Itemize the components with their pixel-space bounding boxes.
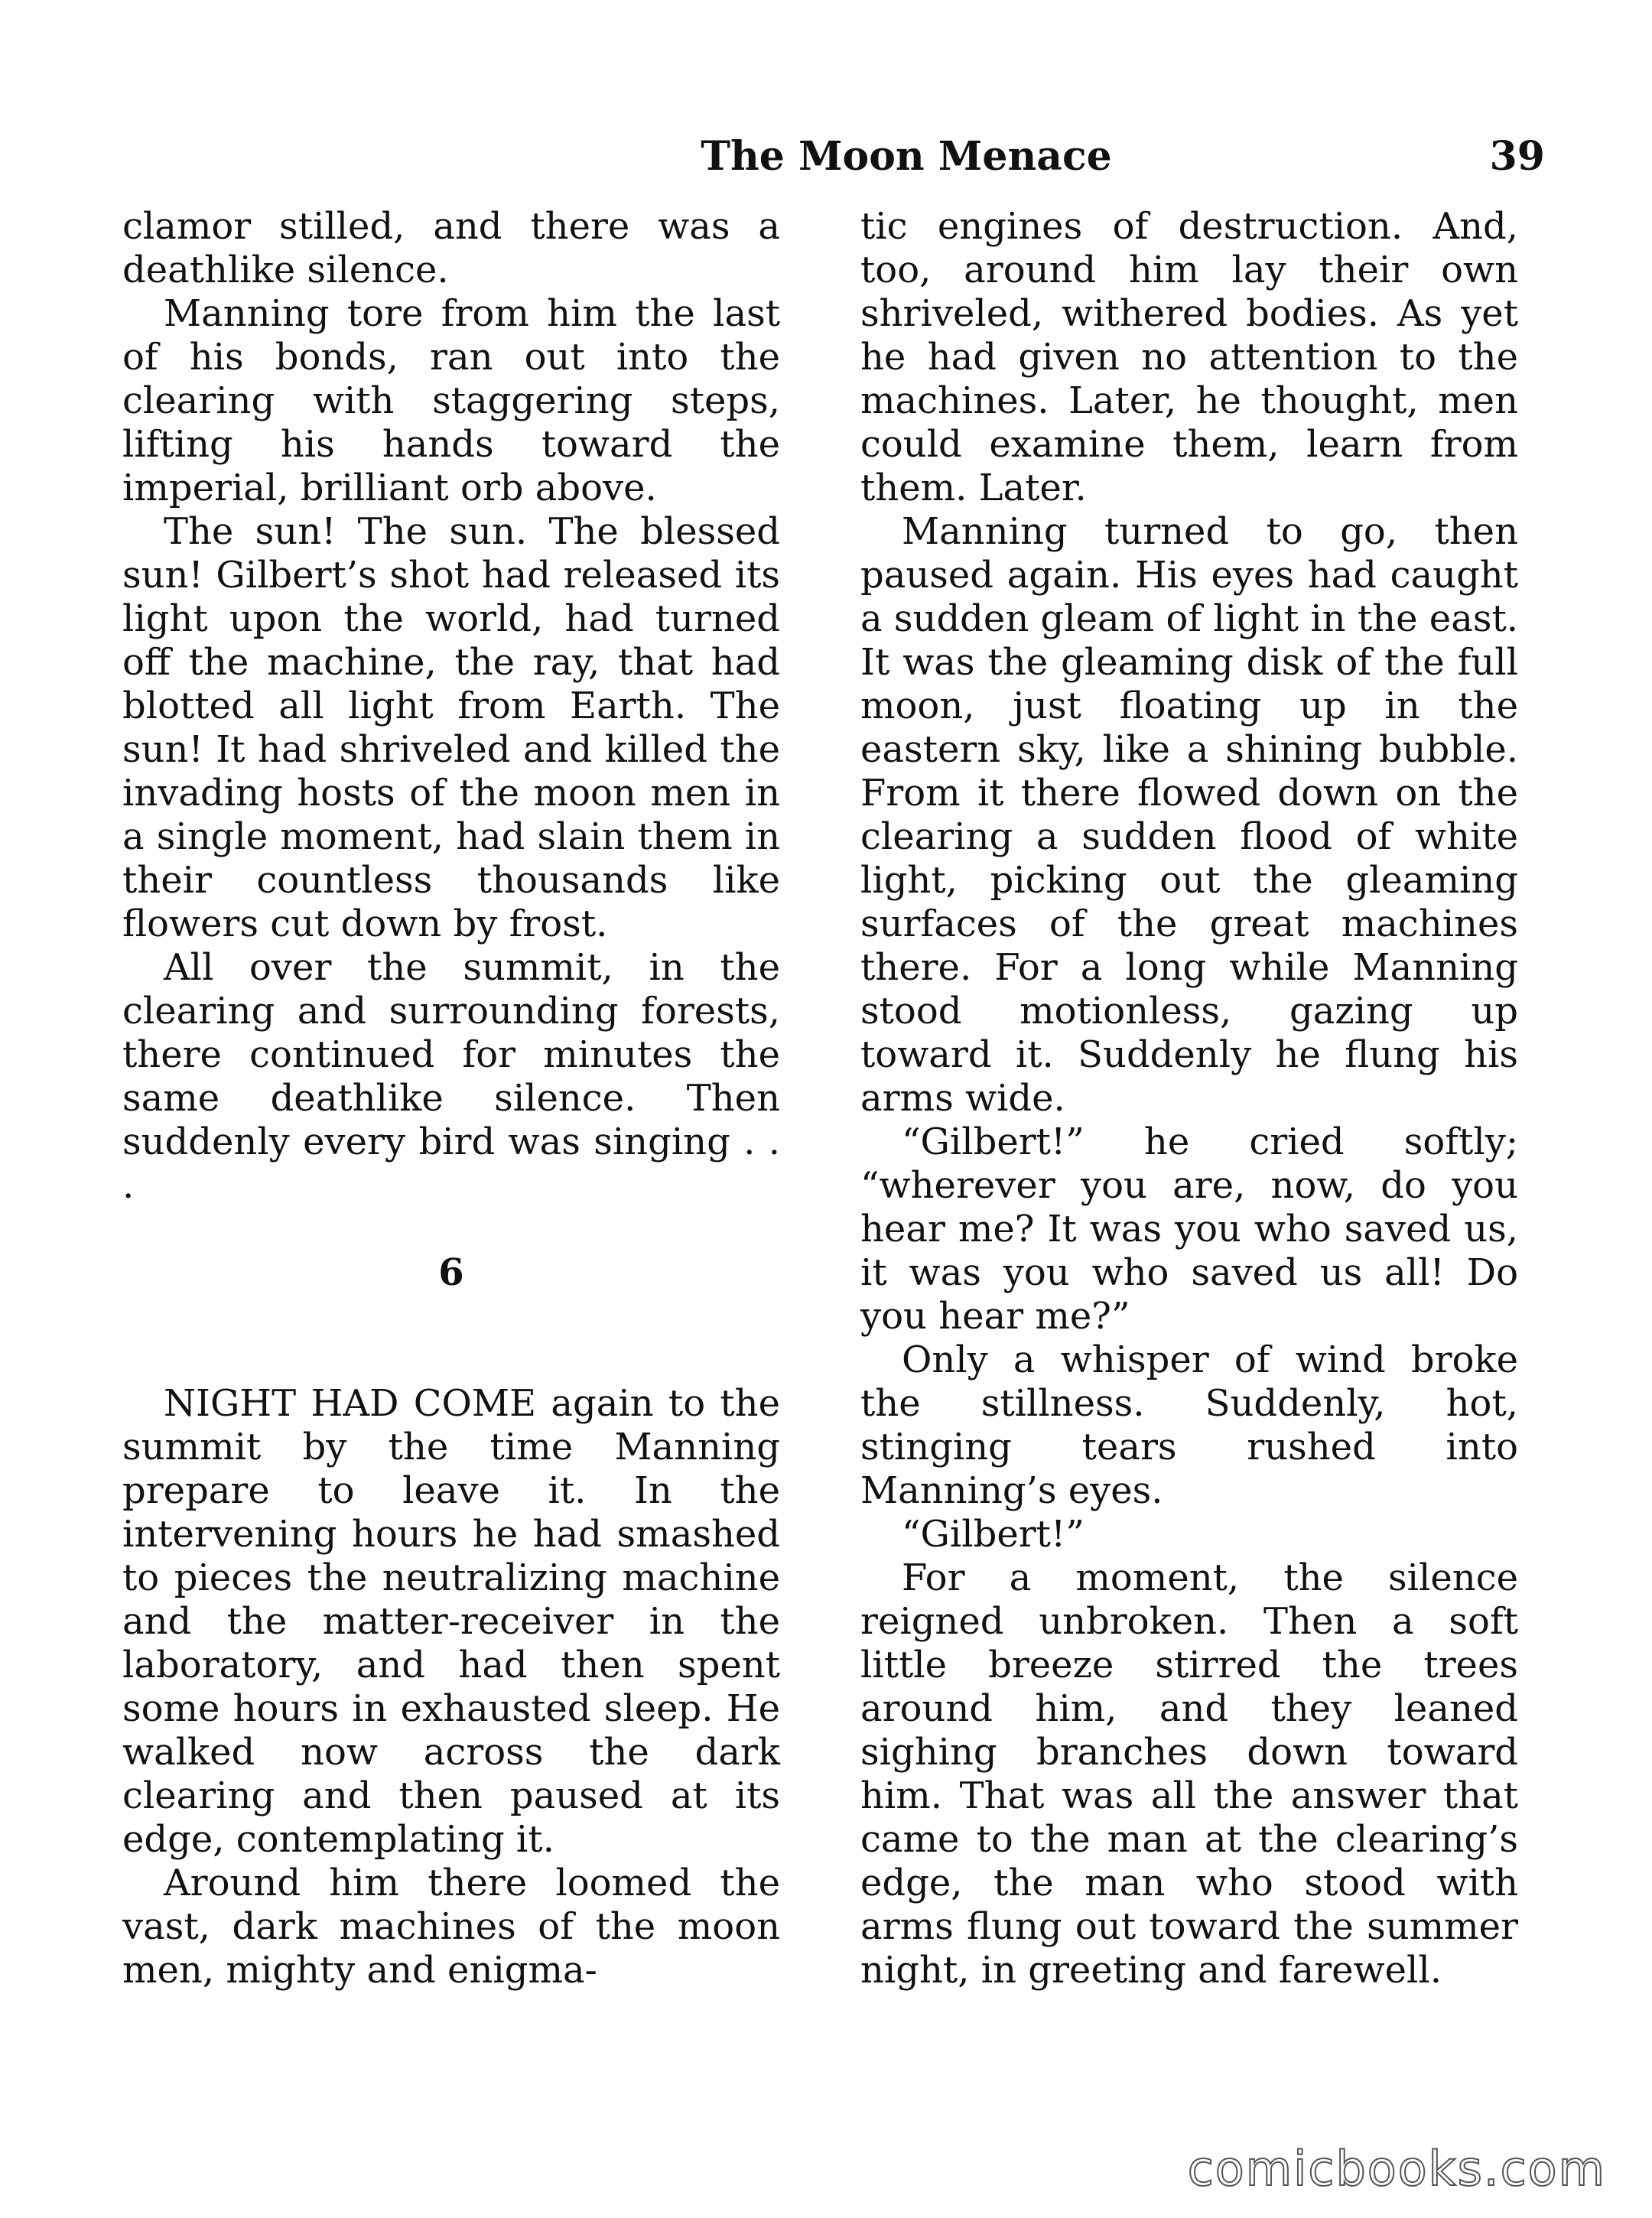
paragraph: Manning tore from him the last of his bonds, ran out into the clearing with staggering steps, lifting his hands toward the imperial, brilliant orb above. <box>122 292 780 509</box>
paragraph: “Gilbert!” he cried softly; “wherever you are, now, do you hear me? It was you who saved us, it was you who saved us all! Do you hear me?” <box>860 1120 1518 1338</box>
paragraph: “Gilbert!” <box>902 1513 1085 1556</box>
paragraph: tic engines of destruction. And, too, around him lay their own shriveled, withered bodies. As yet he had given no attention to the machines. Later, he thought, men could examine them, learn from them. Later. <box>860 205 1518 509</box>
right-column <box>860 205 1518 1992</box>
paragraph: For a moment, the silence reigned unbroken. Then a soft little breeze stirred the trees around him, and they leaned sighing branches down toward him. That was all the answer that came to the man at the clearing’s edge, the man who stood with arms flung out toward the summer night, in greeting and farewell. <box>860 1556 1518 1992</box>
page-number: 39 <box>1489 133 1545 180</box>
watermark: comicbooks.com <box>1187 2141 1606 2197</box>
paragraph: clamor stilled, and there was a deathlike silence. <box>122 205 780 291</box>
section-number: 6 <box>438 1251 464 1294</box>
paragraph: The sun! The sun. The blessed sun! Gilbert’s shot had released its light upon the world, had turned off the machine, the ray, that had blotted all light from Earth. The sun! It had shriveled and killed the invading hosts of the moon men in a single moment, had slain them in their countless thousands like flowers cut down by frost. <box>122 510 780 945</box>
left-column <box>122 205 780 1992</box>
paragraph: Around him there loomed the vast, dark machines of the moon men, mighty and enigma- <box>122 1862 780 1992</box>
paragraph: All over the summit, in the clearing and surrounding forests, there continued for minutes the same deathlike silence. Then suddenly every bird was singing . . . <box>122 946 780 1207</box>
paragraph: Only a whisper of wind broke the stillness. Suddenly, hot, stinging tears rushed into Manning’s eyes. <box>860 1338 1518 1512</box>
running-title: The Moon Menace <box>701 133 1112 180</box>
paragraph: Manning turned to go, then paused again. His eyes had caught a sudden gleam of light in the east. It was the gleaming disk of the full moon, just floating up in the eastern sky, like a shining bubble. From it there flowed down on the clearing a sudden flood of white light, picking out the gleaming surfaces of the great machines there. For a long while Manning stood motionless, gazing up toward it. Suddenly he flung his arms wide. <box>860 510 1518 1120</box>
running-head <box>122 122 1545 191</box>
section-opening-paragraph: NIGHT HAD COME again to the summit by the time Manning prepare to leave it. In the intervening hours he had smashed to pieces the neutralizing machine and the matter-receiver in the laboratory, and had then spent some hours in exhausted sleep. He walked now across the dark clearing and then paused at its edge, contemplating it. <box>122 1382 780 1861</box>
